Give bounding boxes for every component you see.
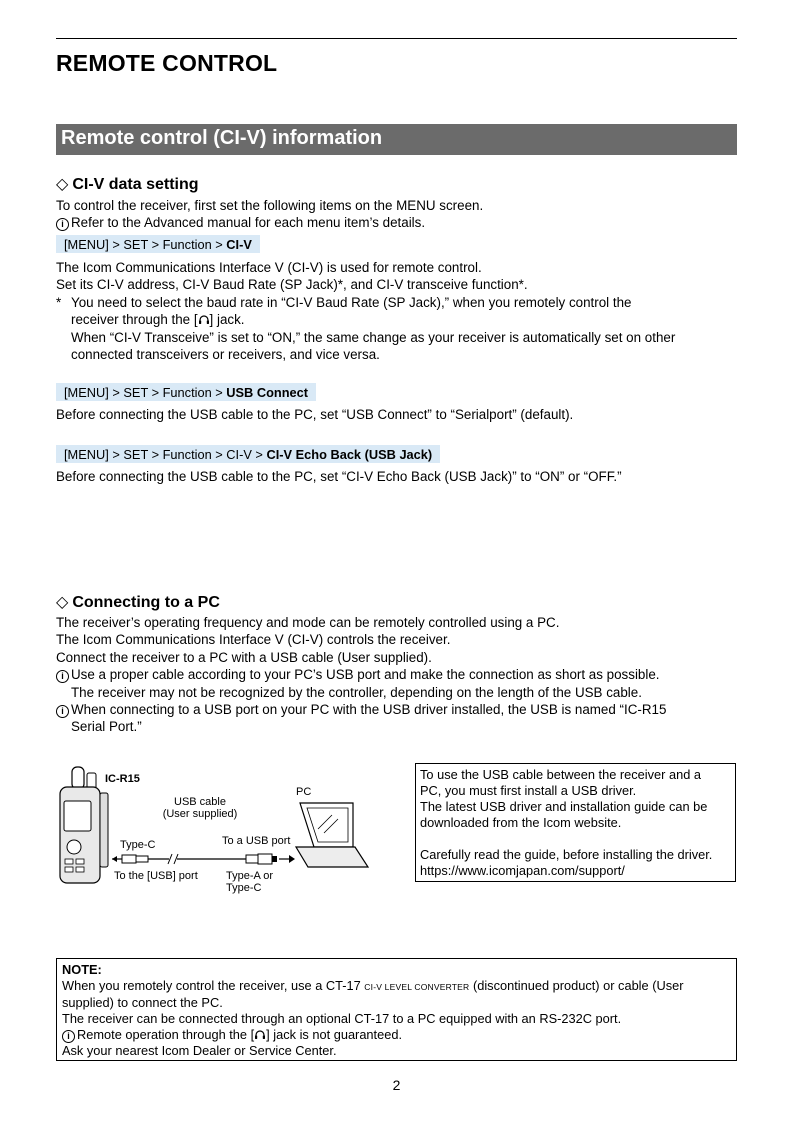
section-title-bar: Remote control (CI-V) information xyxy=(56,124,737,155)
top-rule xyxy=(56,38,737,39)
note-heading: NOTE: xyxy=(62,962,102,977)
diagram-usb-port-label: To a USB port xyxy=(222,835,291,847)
civ-intro-line: To control the receiver, first set the following items on the MENU screen. xyxy=(56,198,484,213)
usb-connect-description: Before connecting the USB cable to the PC, set “USB Connect” to “Serialport” (default). xyxy=(56,407,574,422)
note-line: Ask your nearest Icom Dealer or Service Center. xyxy=(62,1043,337,1058)
typea-label-line: Type-A or xyxy=(226,870,274,882)
diagram-usb-jack-label: To the [USB] port xyxy=(114,870,198,882)
menu-path-usb-connect xyxy=(56,383,316,401)
civ-footnote-text: You need to select the baud rate in “CI-V Baud Rate (SP Jack),” when you remotely control the xyxy=(71,294,632,310)
receiver-display xyxy=(64,801,91,831)
civ-footnote-line: When “CI-V Transceive” is set to “ON,” the same change as your receiver is automatically set on other xyxy=(71,329,676,345)
info-line: Carefully read the guide, before installing the driver. xyxy=(420,847,713,862)
civ-footnote-line: connected transceivers or receivers, and vice versa. xyxy=(71,347,380,363)
civ-intro-note-text: Refer to the Advanced manual for each menu item’s details. xyxy=(71,215,426,231)
page-title: REMOTE CONTROL xyxy=(56,50,278,76)
diagram-cable-label xyxy=(160,796,240,820)
note-line xyxy=(62,978,731,995)
pc-heading-text: Connecting to a PC xyxy=(72,594,220,611)
diagram-pc-label: PC xyxy=(296,786,312,798)
menu-path-target: USB Connect xyxy=(226,385,309,400)
antenna-shape xyxy=(72,767,84,789)
cable-label-line: (User supplied) xyxy=(162,808,238,820)
connection-diagram xyxy=(56,763,406,903)
info-line: downloaded from the Icom website. xyxy=(420,815,622,830)
info-icon: i xyxy=(56,670,69,683)
civ-intro xyxy=(56,197,483,232)
usb-driver-info-box xyxy=(415,763,736,882)
info-icon: i xyxy=(62,1030,75,1043)
note-box xyxy=(56,958,737,1061)
note-text: When you remotely control the receiver, use a CT-17 xyxy=(62,978,365,993)
civ-heading-text: CI-V data setting xyxy=(72,176,199,193)
civ-intro-note xyxy=(56,214,483,231)
civ-desc-line: Set its CI-V address, CI-V Baud Rate (SP Jack)*, and CI-V transceive function*. xyxy=(56,277,528,293)
info-icon: i xyxy=(56,218,69,231)
pc-desc-line: Connect the receiver to a PC with a USB cable (User supplied). xyxy=(56,649,432,665)
headphone-icon xyxy=(198,314,210,325)
page-number: 2 xyxy=(392,1077,401,1093)
menu-path-target: CI-V Echo Back (USB Jack) xyxy=(266,447,433,462)
civ-footnote-text: receiver through the [ xyxy=(71,312,198,328)
note-line: The receiver can be connected through an optional CT-17 to a PC equipped with an RS-232C port. xyxy=(62,1011,622,1026)
info-line: The latest USB driver and installation guide can be xyxy=(420,799,708,814)
pc-desc-line: The receiver’s operating frequency and mode can be remotely controlled using a PC. xyxy=(56,615,560,630)
support-url[interactable]: https://www.icomjapan.com/support/ xyxy=(420,863,625,878)
note-line: supplied) to connect the PC. xyxy=(62,995,223,1010)
echo-back-description: Before connecting the USB cable to the PC, set “CI-V Echo Back (USB Jack)” to “ON” or “OFF.” xyxy=(56,469,622,484)
menu-path-prefix: [MENU] > SET > Function > CI-V > xyxy=(64,447,267,462)
diagram-typea-label xyxy=(226,870,273,894)
receiver-side xyxy=(100,793,108,867)
footnote-star: * xyxy=(56,294,62,310)
note-small-caps: CI-V LEVEL CONVERTER xyxy=(364,982,470,992)
diagram-model-label: IC-R15 xyxy=(105,773,140,785)
diagram-typec-label: Type-C xyxy=(120,839,156,851)
diamond-icon: ◇ xyxy=(56,176,69,193)
info-line: To use the USB cable between the receiver and a xyxy=(420,767,701,782)
civ-footnote-text: ] jack. xyxy=(209,312,245,328)
civ-desc-line: The Icom Communications Interface V (CI-V) is used for remote control. xyxy=(56,260,482,275)
pc-note xyxy=(56,666,666,683)
typea-label-line: Type-C xyxy=(226,882,262,894)
pc-note-line: The receiver may not be recognized by the controller, depending on the length of the USB cable. xyxy=(71,684,642,700)
menu-path-prefix: [MENU] > SET > Function > xyxy=(64,385,227,400)
menu-path-echo-back xyxy=(56,445,440,463)
civ-description xyxy=(56,259,675,363)
laptop-base xyxy=(296,847,368,867)
info-icon: i xyxy=(56,705,69,718)
civ-footnote xyxy=(56,294,675,311)
note-line xyxy=(62,1027,731,1043)
note-text: ] jack is not guaranteed. xyxy=(266,1027,403,1042)
pc-note-text: When connecting to a USB port on your PC with the USB driver installed, the USB is named “IC-R15 xyxy=(71,702,667,718)
pc-note-line: Serial Port.” xyxy=(71,719,142,735)
note-text: (discontinued product) or cable (User xyxy=(469,978,684,993)
menu-path-target: CI-V xyxy=(226,237,252,252)
pc-note-text: Use a proper cable according to your PC’s USB port and make the connection as short as possible. xyxy=(71,667,660,683)
pc-heading xyxy=(56,592,220,612)
civ-footnote-line xyxy=(56,311,675,328)
dial-shape xyxy=(67,840,81,854)
headphone-icon xyxy=(254,1029,266,1040)
note-text: Remote operation through the [ xyxy=(77,1027,255,1042)
cable-label-line: USB cable xyxy=(174,796,226,808)
info-line: PC, you must first install a USB driver. xyxy=(420,783,637,798)
civ-heading xyxy=(56,174,199,194)
menu-path-prefix: [MENU] > SET > Function > xyxy=(64,237,227,252)
menu-path-civ xyxy=(56,235,260,253)
pc-description xyxy=(56,614,666,736)
pc-desc-line: The Icom Communications Interface V (CI-V) controls the receiver. xyxy=(56,632,451,648)
pc-note xyxy=(56,701,666,718)
diamond-icon: ◇ xyxy=(56,594,69,611)
